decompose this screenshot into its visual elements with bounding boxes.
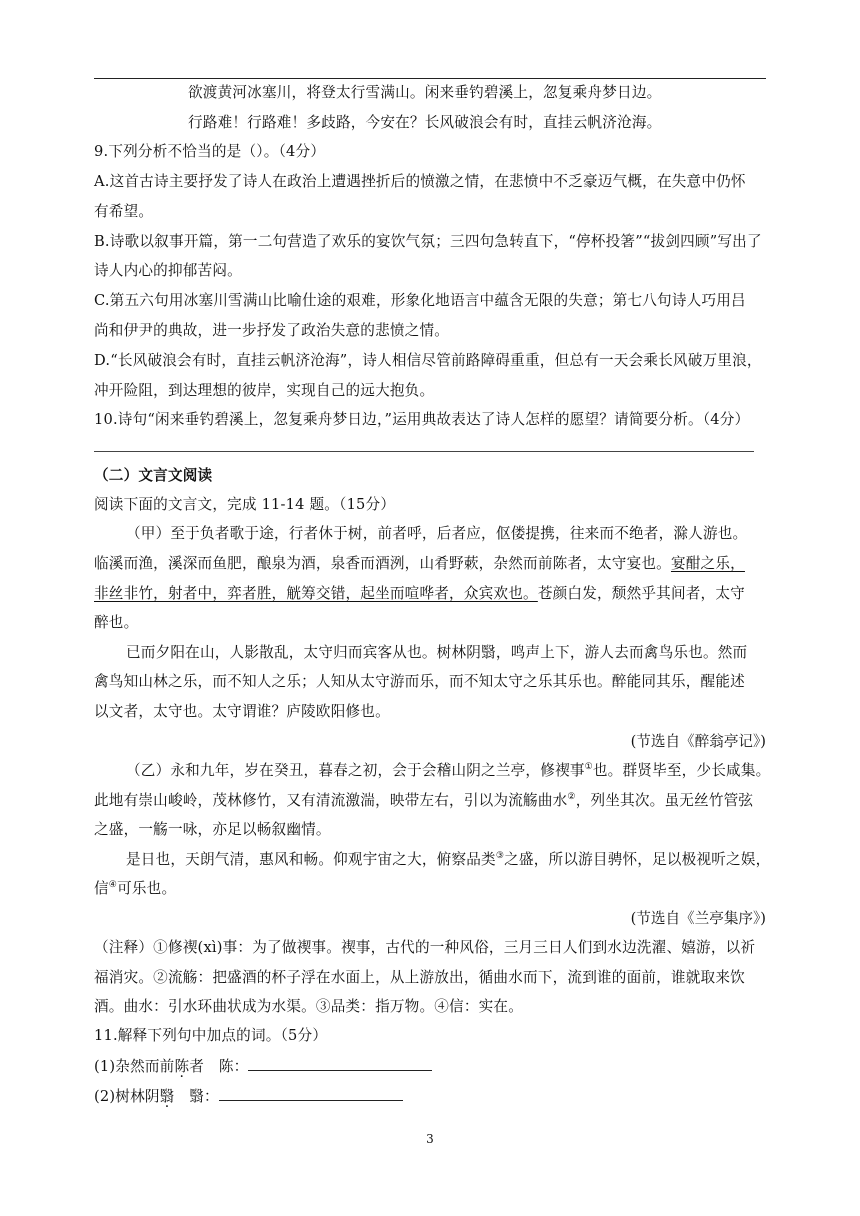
dotted-word: 陈 xyxy=(174,1058,190,1075)
jia-p1-line-4: 醉也。 xyxy=(94,614,139,631)
yi-p1-line-2: 此地有崇山峻岭，茂林修竹，又有清流激湍，映带左右，引以为流觞曲水②，列坐其次。虽无丝竹管弦 xyxy=(94,792,754,809)
yi-p2-line-1: 是日也，天朗气清，惠风和畅。仰观宇宙之大，俯察品类③之盛，所以游目骋怀，足以极视听之娱， xyxy=(126,851,771,868)
footnote-mark: ② xyxy=(567,792,576,803)
question-10-stem: 10.诗句“闲来垂钓碧溪上，忽复乘舟梦日边，”运用典故表达了诗人怎样的愿望？请简要分析。（4分） xyxy=(94,411,750,428)
footnote-mark: ④ xyxy=(108,880,118,891)
dotted-word: 翳 xyxy=(159,1088,175,1105)
poem-line-2: 行路难！行路难！多歧路，今安在？长风破浪会有时，直挂云帆济沧海。 xyxy=(188,114,662,131)
option-c-line-1: C.第五六句用冰塞川雪满山比喻仕途的艰难，形象化地语言中蕴含无限的失意；第七八句诗人巧用吕 xyxy=(94,292,746,309)
jia-p2-line-3: 以文者，太守也。太守谓谁？庐陵欧阳修也。 xyxy=(94,703,390,720)
answer-blank[interactable] xyxy=(219,1086,403,1101)
jia-source: (节选自《醉翁亭记》) xyxy=(630,733,766,750)
jia-p1-line-3: 非丝非竹，射者中，弈者胜，觥筹交错，起坐而喧哗者，众宾欢也。苍颜白发，颓然乎其间者，太守 xyxy=(94,585,745,602)
option-c-line-2: 尚和伊尹的典故，进一步抒发了政治失意的悲愤之情。 xyxy=(94,322,450,339)
notes-line-1: （注释）①修禊(xì)事：为了做禊事。禊事，古代的一种风俗，三月三日人们到水边洗濯、嬉游，以祈 xyxy=(94,939,756,956)
footnote-mark: ③ xyxy=(495,851,505,862)
option-d-line-2: 冲开险阻，到达理想的彼岸，实现自己的远大抱负。 xyxy=(94,382,435,399)
option-a-line-1: A.这首古诗主要抒发了诗人在政治上遭遇挫折后的愤激之情，在悲愤中不乏豪迈气概，在失意中仍怀 xyxy=(94,173,746,190)
option-b-line-1: B.诗歌以叙事开篇，第一二句营造了欢乐的宴饮气氛；三四句急转直下，“停杯投箸”“拔剑四顾”写出了 xyxy=(94,233,762,250)
question-11-item-2: (2)树林阴翳 翳： xyxy=(94,1086,774,1107)
jia-p1-line-1: （甲）至于负者歌于途，行者休于树，前者呼，后者应，伛偻提携，往来而不绝者，滁人游也。 xyxy=(126,525,748,542)
jia-p2-line-2: 禽鸟知山林之乐，而不知人之乐；人知从太守游而乐，而不知太守之乐其乐也。醉能同其乐，醒能述 xyxy=(94,673,745,690)
underlined-text: 非丝非竹，射者中，弈者胜，觥筹交错，起坐而喧哗者，众宾欢也。 xyxy=(94,585,538,602)
yi-p1-line-1: （乙）永和九年，岁在癸丑，暮春之初，会于会稽山阴之兰亭，修禊事①也。群贤毕至，少长咸集。 xyxy=(126,762,771,779)
option-b-line-2: 诗人内心的抑郁苦闷。 xyxy=(94,262,242,279)
jia-p1-line-2: 临溪而渔，溪深而鱼肥，酿泉为酒，泉香而酒洌，山肴野蔌，杂然而前陈者，太守宴也。宴酣之乐， xyxy=(94,555,745,572)
section-heading: （二）文言文阅读 xyxy=(94,467,213,484)
answer-line xyxy=(94,451,754,452)
notes-line-2: 福消灾。②流觞：把盛酒的杯子浮在水面上，从上游放出，循曲水而下，流到谁的面前，谁就取来饮 xyxy=(94,969,745,986)
answer-blank[interactable] xyxy=(248,1056,432,1071)
notes-line-3: 酒。曲水：引水环曲状成为水渠。③品类：指万物。④信：实在。 xyxy=(94,998,524,1015)
question-9-stem: 9.下列分析不恰当的是（）。（4分） xyxy=(94,143,326,160)
underlined-text: 宴酣之乐， xyxy=(670,555,745,572)
jia-p2-line-1: 已而夕阳在山，人影散乱，太守归而宾客从也。树林阴翳，鸣声上下，游人去而禽鸟乐也。然而 xyxy=(126,644,748,661)
page-number: 3 xyxy=(426,1132,434,1146)
yi-p1-line-3: 之盛，一觞一咏，亦足以畅叙幽情。 xyxy=(94,821,331,838)
question-11-item-1: (1)杂然而前陈者 陈： xyxy=(94,1056,774,1077)
option-d-line-1: D.“长风破浪会有时，直挂云帆济沧海”，诗人相信尽管前路障碍重重，但总有一天会乘长风破万里浪， xyxy=(94,352,762,369)
question-11-stem: 11.解释下列句中加点的词。（5分） xyxy=(94,1027,328,1044)
poem-line-1: 欲渡黄河冰塞川，将登太行雪满山。闲来垂钓碧溪上，忽复乘舟梦日边。 xyxy=(188,84,662,101)
yi-p2-line-2: 信④可乐也。 xyxy=(94,880,177,897)
section-intro: 阅读下面的文言文，完成 11-14 题。（15分） xyxy=(94,496,396,513)
yi-source: (节选自《兰亭集序》) xyxy=(630,910,766,927)
footnote-mark: ① xyxy=(584,762,593,773)
option-a-line-2: 有希望。 xyxy=(94,203,154,220)
header-rule xyxy=(94,78,766,79)
